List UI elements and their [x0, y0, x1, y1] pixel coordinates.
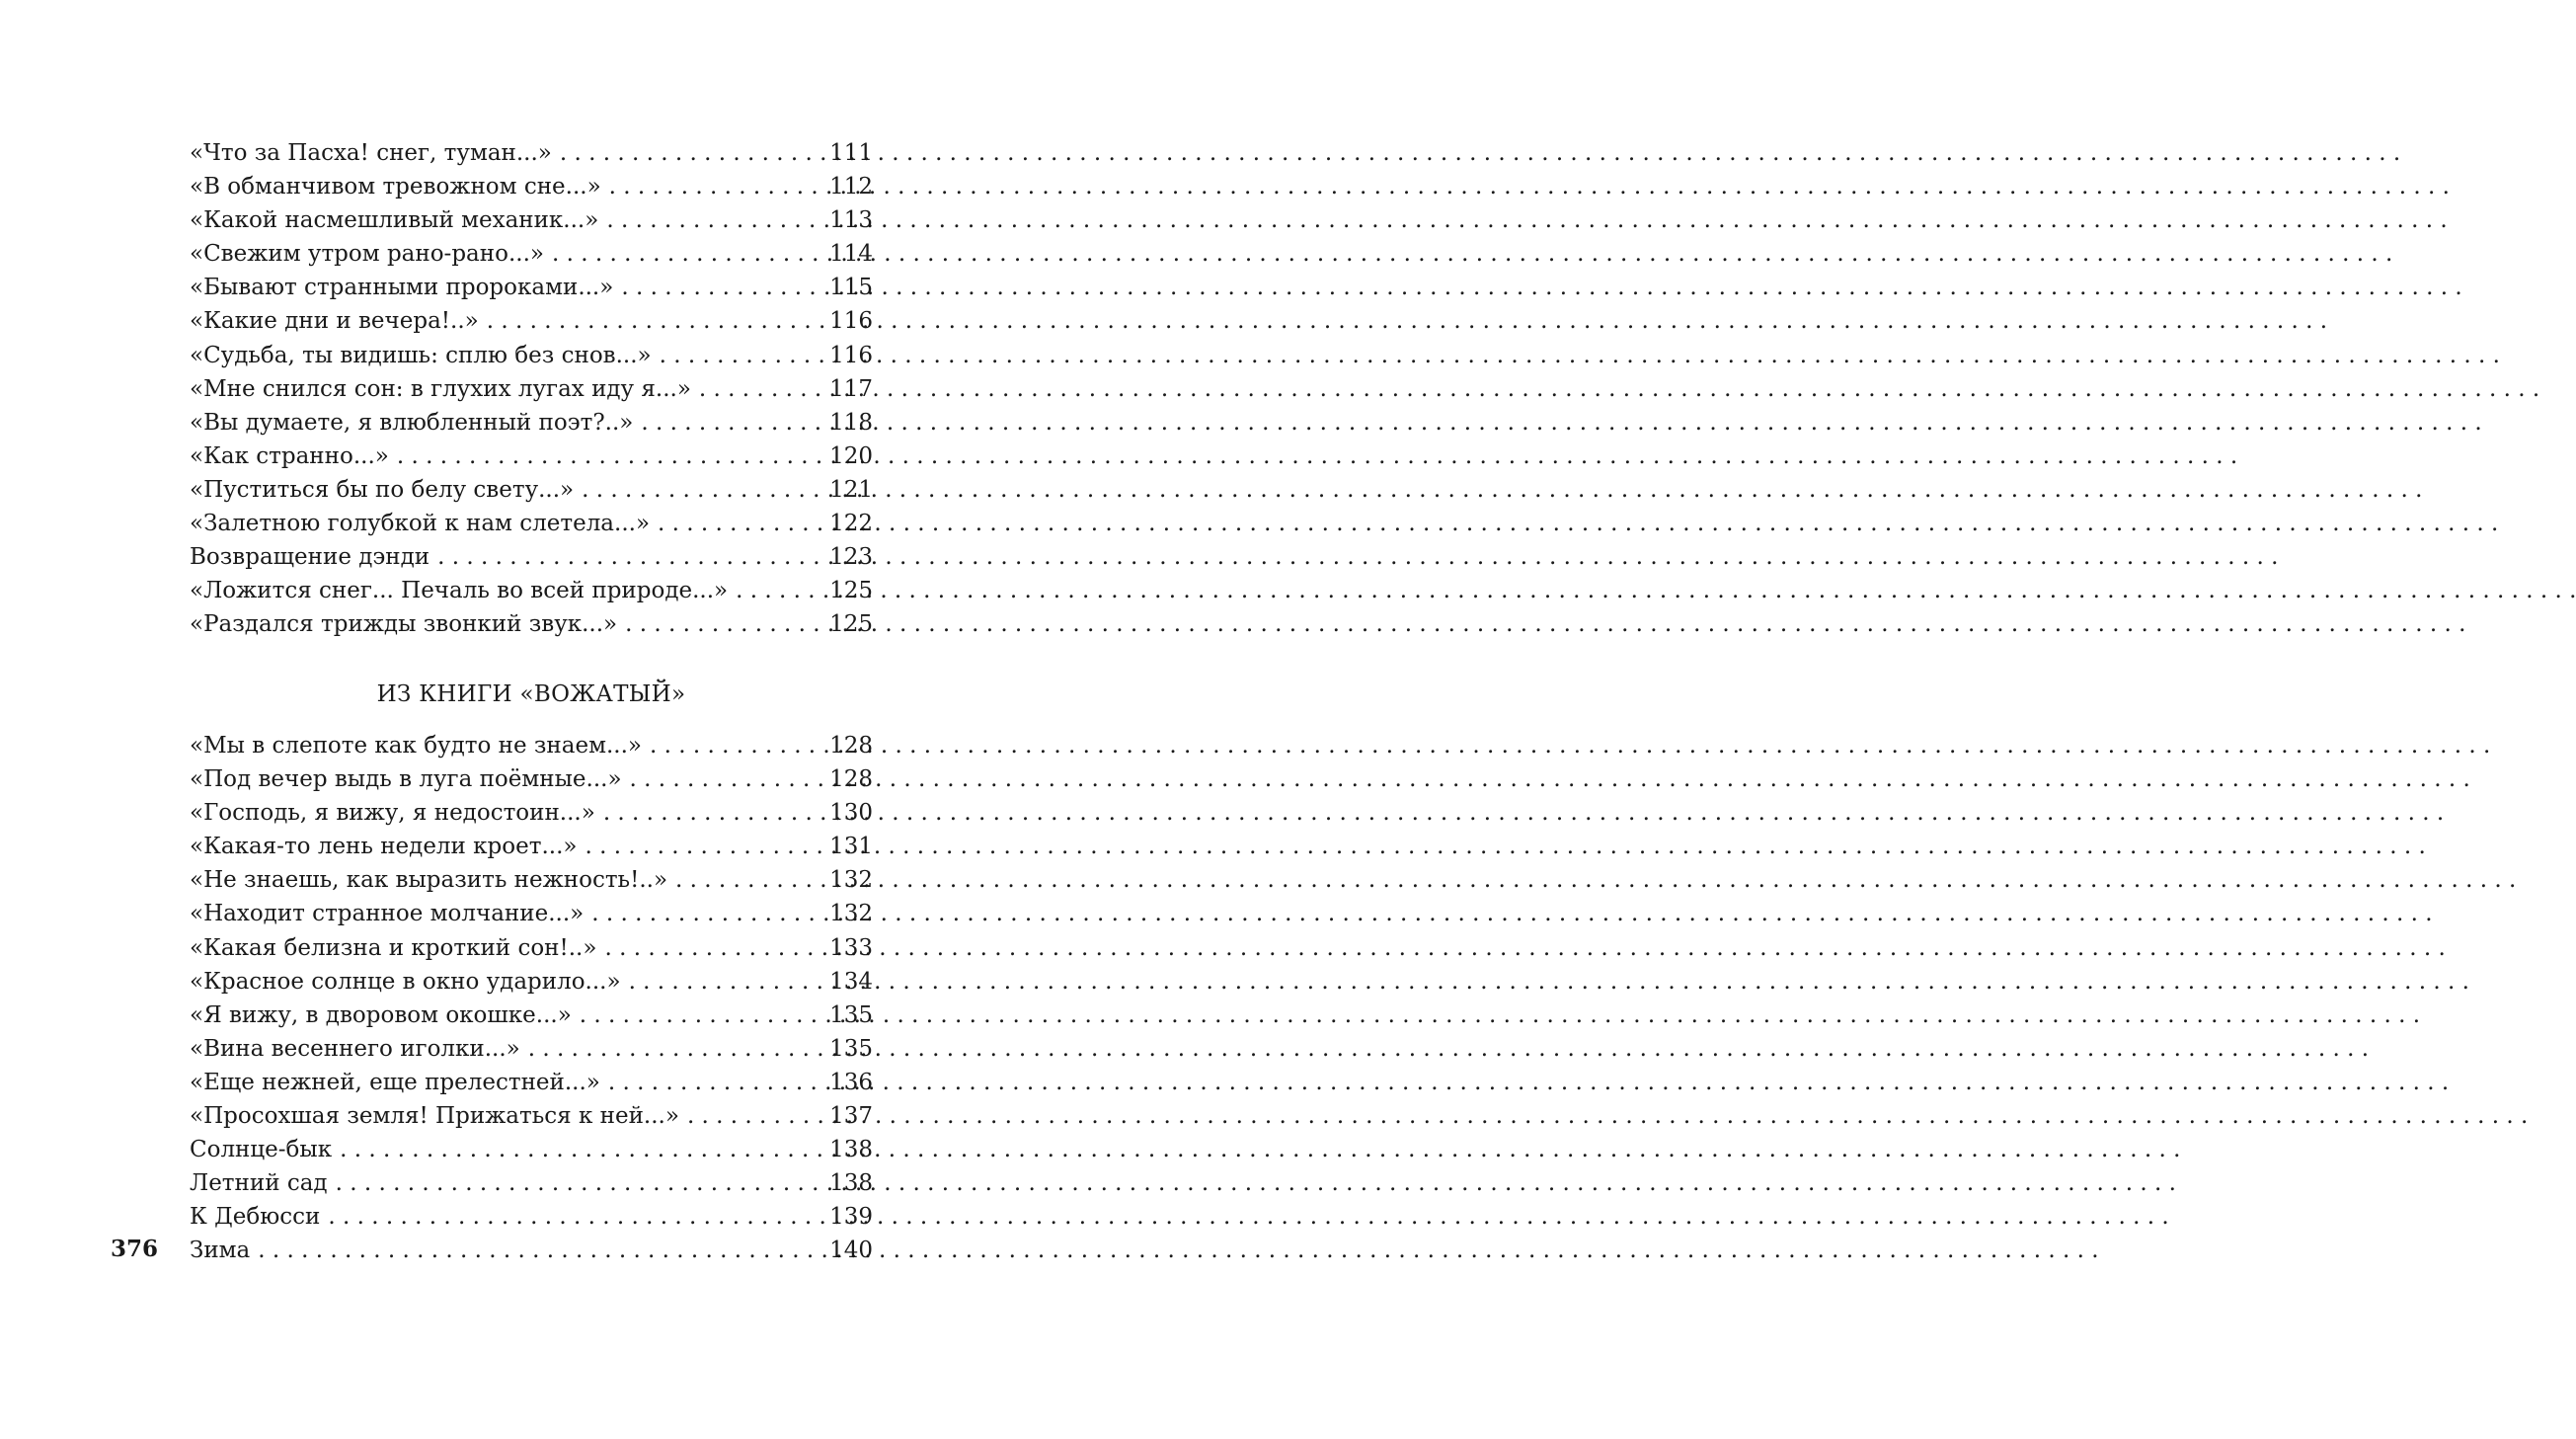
dot-leader [389, 440, 829, 473]
dot-leader [600, 1066, 829, 1099]
dot-leader [728, 574, 829, 607]
toc-entry-title: «Судьба, ты видишь: сплю без снов...» [190, 342, 652, 368]
toc-entry-page: 125 [829, 611, 873, 638]
toc-entry-title: «Под вечер выдь в луга поёмные...» [190, 766, 622, 793]
toc-entry-page: 130 [829, 800, 873, 827]
toc-entry-page: 137 [829, 1103, 873, 1130]
dot-leader [621, 965, 830, 999]
toc-entry-page: 114 [829, 241, 873, 268]
toc-entry-title: «Какой насмешливый механик...» [190, 207, 599, 234]
toc-entry-title: «Еще нежней, еще прелестней...» [190, 1069, 600, 1095]
toc-entry [190, 897, 873, 930]
toc-entry [190, 796, 873, 830]
toc-entry-page: 133 [829, 934, 873, 961]
toc-list-a [190, 136, 873, 641]
toc-entry [190, 339, 873, 372]
toc-entry [190, 1099, 873, 1133]
dot-leader [622, 762, 830, 796]
toc-entry [190, 1066, 873, 1099]
toc-entry-page: 138 [829, 1170, 873, 1197]
dot-leader [679, 1099, 829, 1133]
toc-entry [190, 136, 873, 170]
toc-entry-page: 123 [829, 544, 873, 571]
toc-entry [190, 931, 873, 965]
toc-entry-page: 132 [829, 901, 873, 927]
toc-entry-title: «Что за Пасха! снег, туман...» [190, 140, 552, 166]
toc-entry-page: 140 [829, 1238, 873, 1264]
toc-entry-page: 120 [829, 442, 873, 469]
toc-entry [190, 830, 873, 863]
dot-leader [332, 1133, 829, 1166]
toc-list-b [190, 729, 873, 1268]
dot-leader [596, 931, 829, 965]
toc-entry [190, 1166, 873, 1200]
toc-entry-title: «Вина весеннего иголки...» [190, 1035, 520, 1062]
toc-entry-title: «Залетною голубкой к нам слетела...» [190, 511, 651, 537]
toc-entry-page: 138 [829, 1137, 873, 1163]
toc-entry-title: «Находит странное молчание...» [190, 901, 585, 927]
toc-entry [190, 607, 873, 641]
toc-entry-page: 128 [829, 733, 873, 759]
dot-leader [601, 170, 829, 203]
dot-leader [642, 729, 829, 762]
toc-entry-title: «Ложится снег... Печаль во всей природе...» [190, 578, 729, 604]
dot-leader [328, 1166, 830, 1200]
toc-entry-page: 117 [829, 375, 873, 402]
dot-leader [691, 372, 829, 406]
page-number: 376 [111, 1236, 159, 1262]
toc-entry [190, 170, 873, 203]
toc-entry-title: «Свежим утром рано-рано...» [190, 241, 544, 268]
dot-leader [479, 304, 829, 338]
dot-leader [633, 406, 829, 440]
toc-entry [190, 729, 873, 762]
dot-leader [577, 830, 829, 863]
toc-entry [190, 540, 873, 574]
toc-entry-page: 136 [829, 1069, 873, 1095]
toc-entry-page: 111 [829, 140, 873, 166]
toc-entry [190, 1032, 873, 1066]
toc-entry-title: «Какая белизна и кроткий сон!..» [190, 934, 597, 961]
toc-entry-page: 128 [829, 766, 873, 793]
toc-entry-title: «Какая-то лень недели кроет...» [190, 834, 578, 860]
toc-entry-title: Летний сад [190, 1170, 328, 1197]
toc-entry-title: «Мне снился сон: в глухих лугах иду я...» [190, 375, 691, 402]
toc-entry-page: 125 [829, 578, 873, 604]
dot-leader [320, 1200, 829, 1234]
toc-entry-page: 116 [829, 308, 873, 335]
toc-entry [190, 574, 873, 607]
dot-leader [584, 897, 829, 930]
dot-leader [652, 339, 829, 372]
toc-entry [190, 440, 873, 473]
toc-entry-page: 116 [829, 342, 873, 368]
toc-entry [190, 406, 873, 440]
dot-leader [552, 136, 829, 170]
toc-entry-page: 113 [829, 207, 873, 234]
toc-entry-title: «Красное солнце в окно ударило...» [190, 968, 621, 995]
toc-entry-page: 121 [829, 476, 873, 503]
dot-leader [544, 237, 829, 271]
toc-entry-page: 131 [829, 834, 873, 860]
dot-leader [574, 473, 829, 507]
toc-entry [190, 762, 873, 796]
toc-entry [190, 1234, 873, 1267]
dot-leader [595, 796, 829, 830]
toc-entry-page: 115 [829, 275, 873, 301]
toc-entry-title: Солнце-бык [190, 1137, 333, 1163]
toc-entry [190, 507, 873, 540]
toc-entry [190, 965, 873, 999]
toc-entry-title: «Не знаешь, как выразить нежность!..» [190, 867, 668, 894]
dot-leader [598, 203, 829, 237]
toc-entry-title: «Господь, я вижу, я недостоин...» [190, 800, 595, 827]
toc-entry-title: Зима [190, 1238, 251, 1264]
toc-entry-title: «Бывают странными пророками...» [190, 275, 614, 301]
toc-entry [190, 271, 873, 304]
dot-leader [572, 999, 829, 1032]
toc-entry-page: 118 [829, 409, 873, 436]
toc-entry-title: «Какие дни и вечера!..» [190, 308, 479, 335]
toc-entry [190, 999, 873, 1032]
toc-entry [190, 1200, 873, 1234]
toc-entry-title: «В обманчивом тревожном сне...» [190, 174, 601, 200]
toc-entry-title: Возвращение дэнди [190, 544, 430, 571]
toc-entry-page: 135 [829, 1001, 873, 1028]
toc-entry-title: «Как странно...» [190, 442, 389, 469]
toc-entry-title: «Я вижу, в дворовом окошке...» [190, 1001, 572, 1028]
toc-entry-title: К Дебюсси [190, 1204, 321, 1231]
toc-entry [190, 304, 873, 338]
dot-leader [250, 1234, 829, 1267]
toc-entry-page: 135 [829, 1035, 873, 1062]
toc-entry-title: «Пуститься бы по белу свету...» [190, 476, 575, 503]
toc-entry-title: «Раздался трижды звонкий звук...» [190, 611, 618, 638]
toc-entry-page: 139 [829, 1204, 873, 1231]
dot-leader [613, 271, 829, 304]
toc-entry [190, 863, 873, 897]
toc-entry [190, 203, 873, 237]
toc-entry-page: 122 [829, 511, 873, 537]
toc-entry-title: «Просохшая земля! Прижаться к ней...» [190, 1103, 679, 1130]
toc-entry-page: 134 [829, 968, 873, 995]
section-heading: ИЗ КНИГИ «ВОЖАТЫЙ» [376, 681, 686, 707]
toc-entry-page: 112 [829, 174, 873, 200]
toc-entry-title: «Вы думаете, я влюбленный поэт?..» [190, 409, 634, 436]
dot-leader [667, 863, 829, 897]
dot-leader [429, 540, 829, 574]
dot-leader [650, 507, 829, 540]
toc-entry [190, 237, 873, 271]
toc-entry [190, 372, 873, 406]
toc-entry [190, 473, 873, 507]
toc-entry-title: «Мы в слепоте как будто не знаем...» [190, 733, 642, 759]
dot-leader [617, 607, 829, 641]
toc-entry-page: 132 [829, 867, 873, 894]
dot-leader [520, 1032, 829, 1066]
toc-entry [190, 1133, 873, 1166]
